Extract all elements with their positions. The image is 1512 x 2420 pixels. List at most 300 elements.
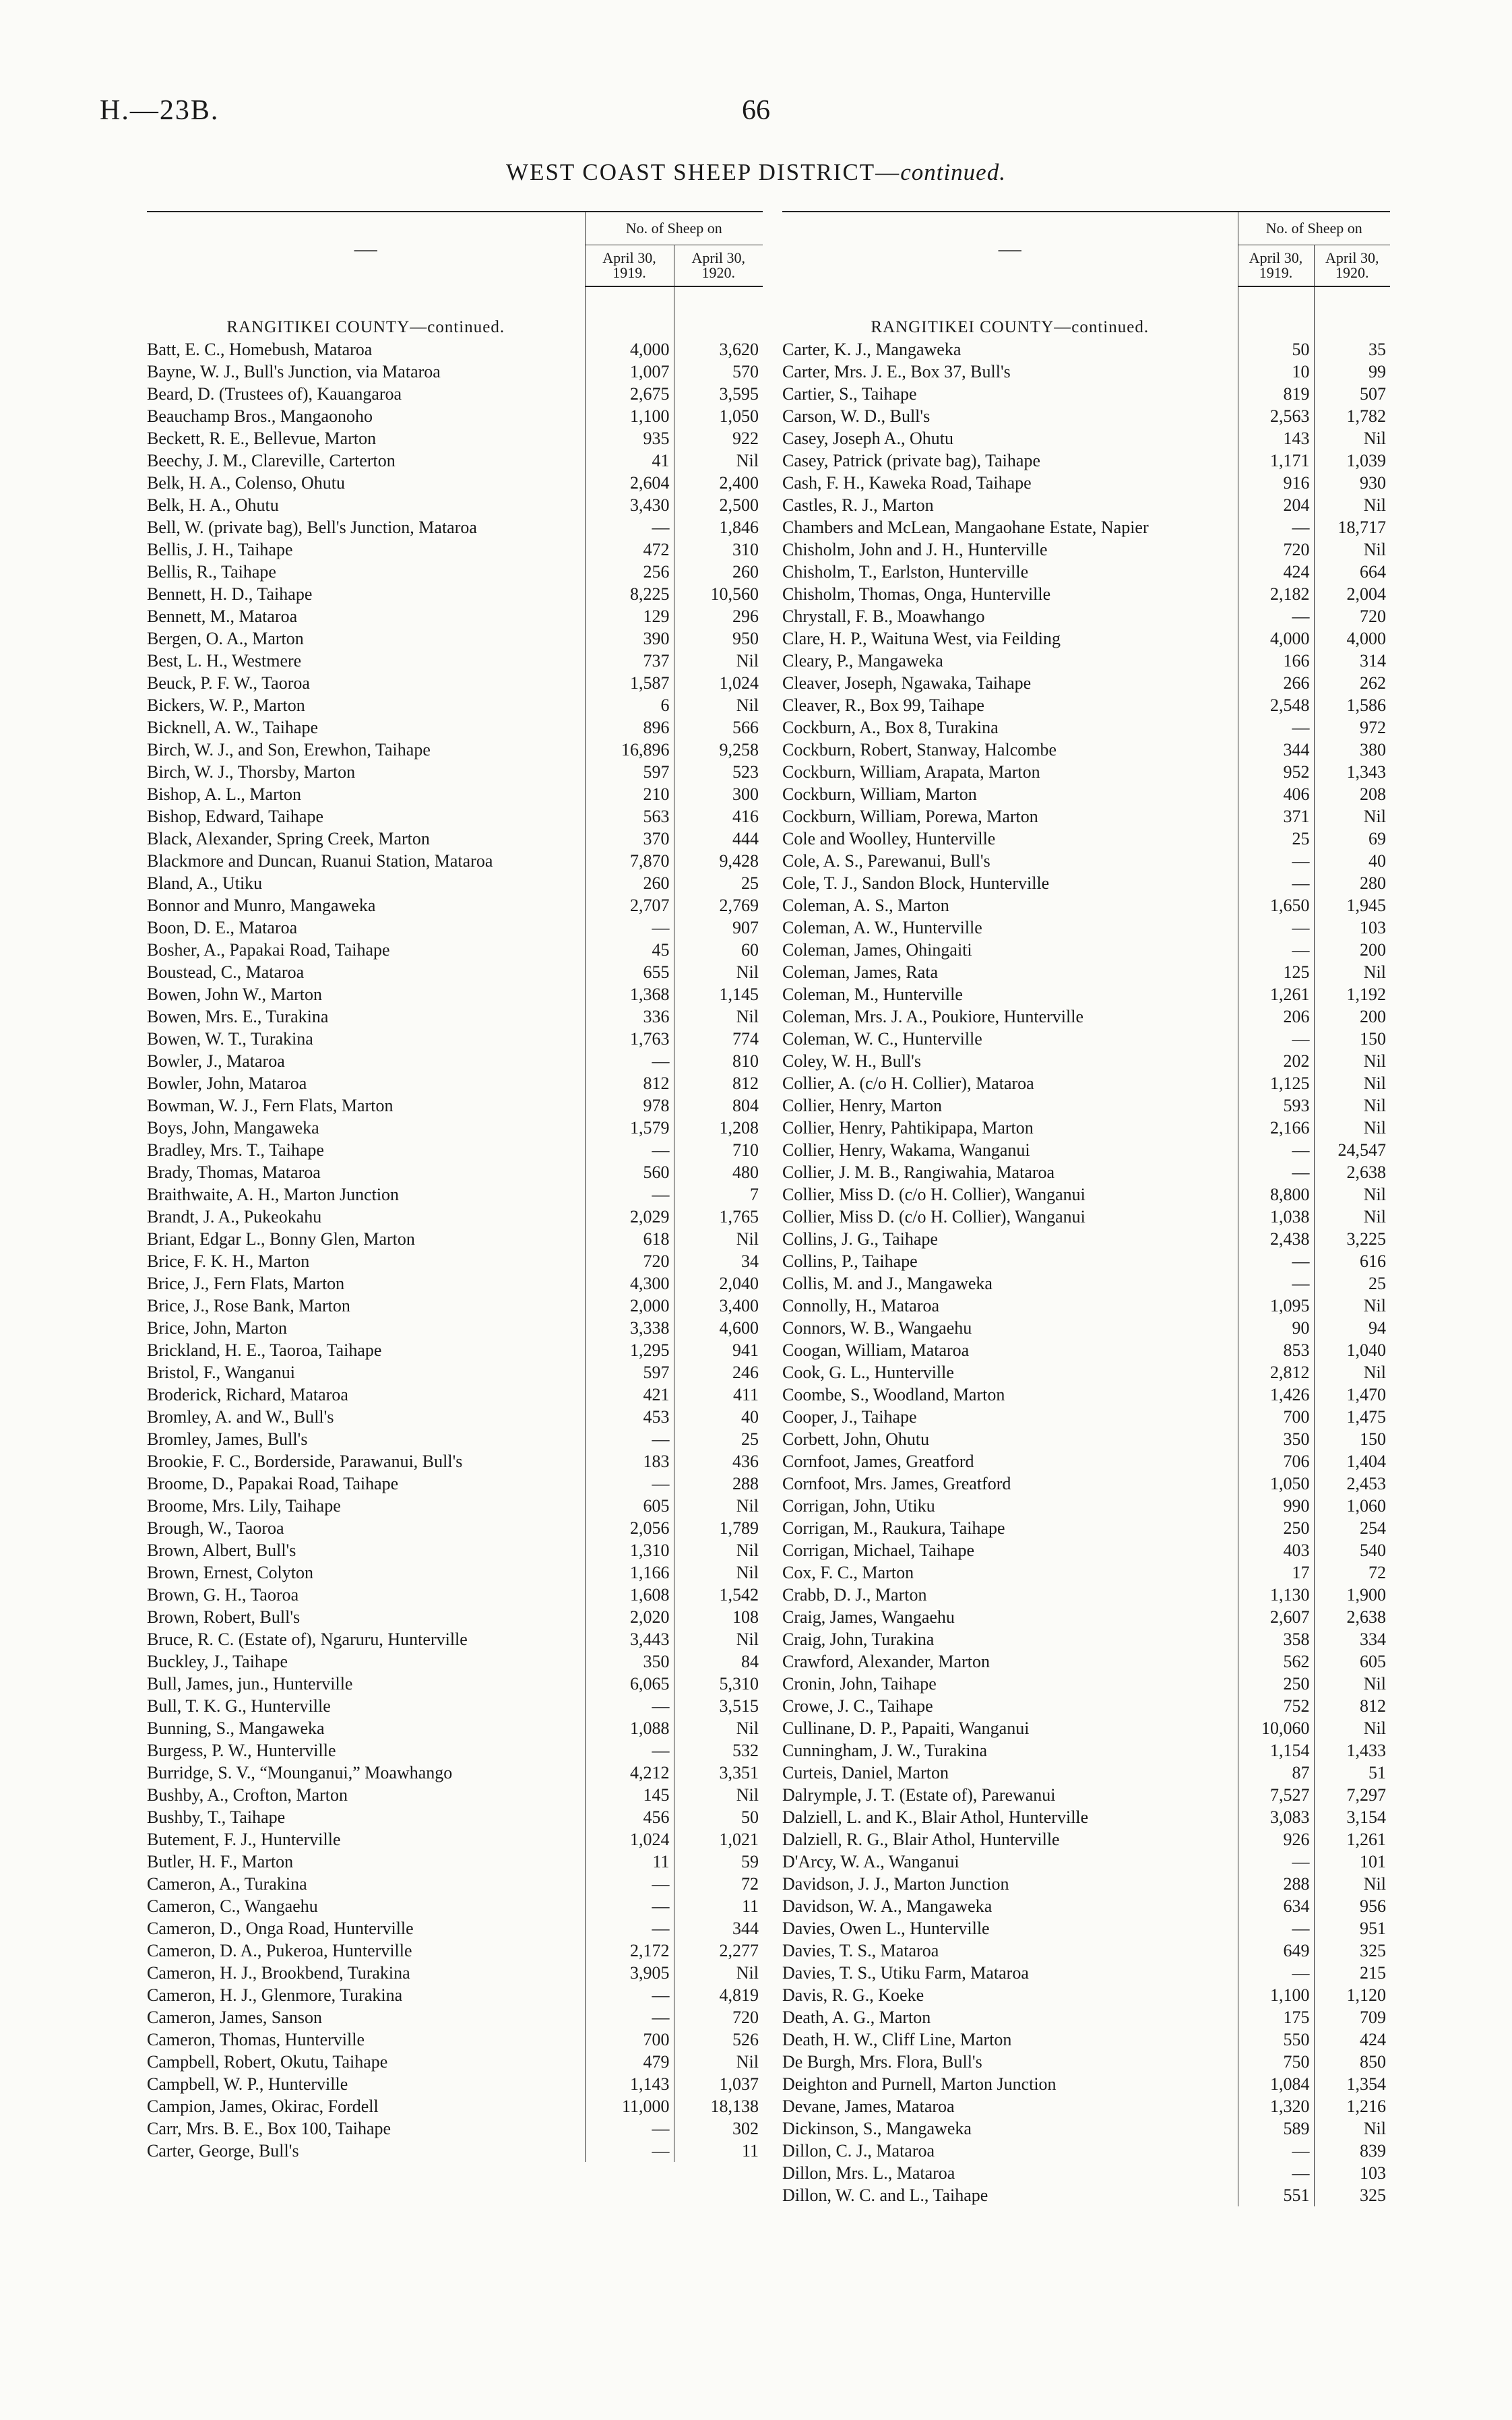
- sheep-count-1920: 9,428: [674, 850, 763, 872]
- holder-name: Dickinson, S., Mangaweka: [782, 2119, 972, 2138]
- sheep-count-1919: 649: [1238, 1940, 1314, 1962]
- holder-name: Casey, Patrick (private bag), Taihape: [782, 451, 1040, 470]
- sheep-count-1919: 1,024: [585, 1828, 674, 1851]
- table-row: [147, 1139, 763, 1161]
- holder-name: Connolly, H., Mataroa: [782, 1296, 939, 1315]
- holder-name: Bromley, James, Bull's: [147, 1429, 308, 1449]
- table-row: [782, 2006, 1390, 2028]
- table-row: [782, 939, 1390, 961]
- left-group-header: No. of Sheep on: [585, 212, 763, 245]
- holder-name: Buckley, J., Taihape: [147, 1652, 288, 1671]
- sheep-count-1919: —: [1238, 1161, 1314, 1183]
- table-row: [147, 1250, 763, 1272]
- holder-name: Cunningham, J. W., Turakina: [782, 1741, 988, 1760]
- table-row: [782, 1228, 1390, 1250]
- table-row: [782, 1739, 1390, 1762]
- sheep-count-1920: Nil: [674, 1962, 763, 1984]
- holder-name: Collins, J. G., Taihape: [782, 1229, 938, 1249]
- sheep-count-1919: 453: [585, 1406, 674, 1428]
- table-row: [782, 650, 1390, 672]
- holder-name: Bushby, T., Taihape: [147, 1807, 286, 1827]
- sheep-count-1919: 7,870: [585, 850, 674, 872]
- sheep-count-1919: 424: [1238, 561, 1314, 583]
- sheep-count-1919: 819: [1238, 383, 1314, 405]
- sheep-count-1919: —: [1238, 939, 1314, 961]
- sheep-count-1920: 570: [674, 361, 763, 383]
- table-row: [782, 405, 1390, 427]
- sheep-count-1919: —: [585, 1472, 674, 1495]
- table-row: [782, 1117, 1390, 1139]
- right-col-1919-header: April 30, 1919.: [1238, 245, 1314, 287]
- sheep-count-1920: Nil: [1314, 1094, 1390, 1117]
- holder-name: Bull, James, jun., Hunterville: [147, 1674, 353, 1694]
- table-row: [147, 672, 763, 694]
- holder-name: Corbett, John, Ohutu: [782, 1429, 930, 1449]
- sheep-count-1919: —: [1238, 850, 1314, 872]
- table-row: [782, 716, 1390, 739]
- sheep-count-1919: 896: [585, 716, 674, 739]
- holder-name: Cleaver, R., Box 99, Taihape: [782, 695, 984, 715]
- sheep-count-1920: Nil: [1314, 494, 1390, 516]
- sheep-count-1919: 183: [585, 1450, 674, 1472]
- holder-name: Blackmore and Duncan, Ruanui Station, Mataroa: [147, 851, 493, 871]
- sheep-count-1919: 11,000: [585, 2095, 674, 2117]
- sheep-count-1919: 1,763: [585, 1028, 674, 1050]
- sheep-count-1920: 2,277: [674, 1940, 763, 1962]
- holder-name: Bergen, O. A., Marton: [147, 629, 304, 648]
- sheep-count-1919: —: [1238, 872, 1314, 894]
- table-row: [782, 961, 1390, 983]
- sheep-count-1920: 709: [1314, 2006, 1390, 2028]
- sheep-count-1920: 84: [674, 1650, 763, 1673]
- sheep-count-1920: 325: [1314, 2184, 1390, 2206]
- table-row: [147, 405, 763, 427]
- table-row: [782, 1650, 1390, 1673]
- left-section-heading: RANGITIKEI COUNTY—continued.: [226, 318, 505, 336]
- holder-name: Black, Alexander, Spring Creek, Marton: [147, 829, 430, 848]
- holder-name: Cameron, A., Turakina: [147, 1874, 307, 1894]
- table-row: [147, 805, 763, 828]
- table-row: [782, 383, 1390, 405]
- right-name-header: —: [782, 212, 1238, 286]
- holder-name: Cox, F. C., Marton: [782, 1563, 914, 1582]
- right-col-1920-header: April 30, 1920.: [1314, 245, 1390, 287]
- sheep-count-1920: 1,261: [1314, 1828, 1390, 1851]
- sheep-count-1919: 175: [1238, 2006, 1314, 2028]
- table-row: [147, 2140, 763, 2162]
- sheep-count-1920: 25: [674, 872, 763, 894]
- sheep-count-1920: 1,542: [674, 1584, 763, 1606]
- sheep-count-1919: 700: [585, 2028, 674, 2051]
- holder-name: Bowman, W. J., Fern Flats, Marton: [147, 1096, 393, 1115]
- sheep-count-1920: Nil: [674, 1228, 763, 1250]
- holder-name: Collier, Henry, Marton: [782, 1096, 942, 1115]
- sheep-count-1919: 589: [1238, 2117, 1314, 2140]
- sheep-count-1919: 1,130: [1238, 1584, 1314, 1606]
- sheep-count-1920: 280: [1314, 872, 1390, 894]
- table-row: [147, 783, 763, 805]
- table-row: [147, 1739, 763, 1762]
- sheep-count-1920: 850: [1314, 2051, 1390, 2073]
- sheep-count-1920: 2,769: [674, 894, 763, 917]
- sheep-count-1919: —: [585, 516, 674, 538]
- holder-name: Connors, W. B., Wangaehu: [782, 1318, 972, 1338]
- sheep-count-1919: 206: [1238, 1005, 1314, 1028]
- holder-name: Bowen, W. T., Turakina: [147, 1029, 313, 1049]
- sheep-count-1919: 2,182: [1238, 583, 1314, 605]
- sheep-count-1920: 260: [674, 561, 763, 583]
- sheep-count-1920: 424: [1314, 2028, 1390, 2051]
- table-row: [782, 1072, 1390, 1094]
- table-row: [147, 338, 763, 361]
- sheep-count-1919: —: [1238, 1272, 1314, 1295]
- sheep-count-1920: 566: [674, 716, 763, 739]
- sheep-count-1919: 45: [585, 939, 674, 961]
- sheep-count-1919: 50: [1238, 338, 1314, 361]
- sheep-count-1919: 87: [1238, 1762, 1314, 1784]
- holder-name: Crabb, D. J., Marton: [782, 1585, 927, 1605]
- sheep-count-1919: 550: [1238, 2028, 1314, 2051]
- sheep-count-1920: 526: [674, 2028, 763, 2051]
- table-row: [147, 1495, 763, 1517]
- sheep-count-1919: 90: [1238, 1317, 1314, 1339]
- table-row: [147, 1228, 763, 1250]
- sheep-count-1920: 3,351: [674, 1762, 763, 1784]
- sheep-count-1919: 6,065: [585, 1673, 674, 1695]
- table-row: [782, 2184, 1390, 2206]
- table-row: [782, 739, 1390, 761]
- holder-name: Beauchamp Bros., Mangaonoho: [147, 406, 373, 426]
- sheep-count-1919: 41: [585, 449, 674, 472]
- sheep-count-1920: 1,024: [674, 672, 763, 694]
- holder-name: Cleary, P., Mangaweka: [782, 651, 943, 671]
- holder-name: Beechy, J. M., Clareville, Carterton: [147, 451, 396, 470]
- holder-name: Deighton and Purnell, Marton Junction: [782, 2074, 1057, 2094]
- holder-name: Coleman, M., Hunterville: [782, 985, 963, 1004]
- holder-name: Cameron, D., Onga Road, Hunterville: [147, 1919, 414, 1938]
- sheep-count-1919: 952: [1238, 761, 1314, 783]
- sheep-count-1919: —: [1238, 605, 1314, 627]
- holder-name: Butler, H. F., Marton: [147, 1852, 294, 1871]
- sheep-count-1920: Nil: [1314, 1717, 1390, 1739]
- table-row: [147, 917, 763, 939]
- table-row: [147, 650, 763, 672]
- sheep-count-1919: 1,171: [1238, 449, 1314, 472]
- holder-name: Brown, Ernest, Colyton: [147, 1563, 313, 1582]
- holder-name: Bell, W. (private bag), Bell's Junction, Mataroa: [147, 518, 477, 537]
- sheep-count-1919: 125: [1238, 961, 1314, 983]
- table-row: [147, 983, 763, 1005]
- holder-name: Davies, Owen L., Hunterville: [782, 1919, 990, 1938]
- sheep-count-1920: 605: [1314, 1650, 1390, 1673]
- table-row: [782, 805, 1390, 828]
- sheep-count-1919: 6: [585, 694, 674, 716]
- sheep-count-1920: Nil: [674, 2051, 763, 2073]
- holder-name: Chisholm, Thomas, Onga, Hunterville: [782, 584, 1051, 604]
- sheep-count-1920: 3,515: [674, 1695, 763, 1717]
- sheep-count-1919: 11: [585, 1851, 674, 1873]
- table-row: [782, 2140, 1390, 2162]
- holder-name: Craig, John, Turakina: [782, 1630, 935, 1649]
- table-row: [782, 1272, 1390, 1295]
- holder-name: Bickers, W. P., Marton: [147, 695, 305, 715]
- table-row: [147, 1717, 763, 1739]
- holder-name: Brice, J., Fern Flats, Marton: [147, 1274, 345, 1293]
- sheep-count-1919: —: [1238, 1917, 1314, 1940]
- sheep-count-1919: 2,020: [585, 1606, 674, 1628]
- sheep-count-1920: 444: [674, 828, 763, 850]
- sheep-count-1919: 2,812: [1238, 1361, 1314, 1384]
- sheep-count-1920: 325: [1314, 1940, 1390, 1962]
- table-row: [147, 1317, 763, 1339]
- table-row: [147, 1828, 763, 1851]
- sheep-count-1920: 3,154: [1314, 1806, 1390, 1828]
- holder-name: Burridge, S. V., “Mounganui,” Moawhango: [147, 1763, 453, 1782]
- sheep-count-1920: 150: [1314, 1028, 1390, 1050]
- sheep-count-1919: 25: [1238, 828, 1314, 850]
- table-row: [147, 605, 763, 627]
- table-row: [147, 2073, 763, 2095]
- table-row: [147, 1517, 763, 1539]
- sheep-count-1919: 926: [1238, 1828, 1314, 1851]
- holder-name: Cameron, C., Wangaehu: [147, 1896, 318, 1916]
- sheep-count-1920: 907: [674, 917, 763, 939]
- holder-name: Burgess, P. W., Hunterville: [147, 1741, 336, 1760]
- sheep-count-1920: 1,945: [1314, 894, 1390, 917]
- holder-name: Coley, W. H., Bull's: [782, 1051, 921, 1071]
- sheep-count-1919: 16,896: [585, 739, 674, 761]
- holder-name: Coleman, James, Rata: [782, 962, 939, 982]
- sheep-count-1919: —: [585, 1050, 674, 1072]
- sheep-count-1920: Nil: [1314, 1295, 1390, 1317]
- table-row: [147, 583, 763, 605]
- sheep-count-1919: 3,338: [585, 1317, 674, 1339]
- table-row: [782, 1094, 1390, 1117]
- table-row: [147, 1161, 763, 1183]
- sheep-count-1919: —: [1238, 1250, 1314, 1272]
- table-row: [147, 1940, 763, 1962]
- document-reference: H.—23B.: [100, 95, 220, 126]
- table-row: [782, 694, 1390, 716]
- sheep-count-1920: 1,782: [1314, 405, 1390, 427]
- sheep-count-1920: 94: [1314, 1317, 1390, 1339]
- sheep-count-1920: 1,060: [1314, 1495, 1390, 1517]
- sheep-count-1919: —: [1238, 716, 1314, 739]
- sheep-count-1919: 202: [1238, 1050, 1314, 1072]
- page-number: 66: [742, 95, 770, 126]
- holder-name: Best, L. H., Westmere: [147, 651, 302, 671]
- holder-name: Coleman, James, Ohingaiti: [782, 940, 972, 960]
- table-row: [147, 427, 763, 449]
- sheep-count-1919: 2,056: [585, 1517, 674, 1539]
- sheep-count-1920: 2,040: [674, 1272, 763, 1295]
- table-row: [147, 1695, 763, 1717]
- sheep-count-1919: 456: [585, 1806, 674, 1828]
- holder-name: Bosher, A., Papakai Road, Taihape: [147, 940, 390, 960]
- sheep-count-1920: 664: [1314, 561, 1390, 583]
- table-row: [147, 1272, 763, 1295]
- holder-name: Cameron, H. J., Brookbend, Turakina: [147, 1963, 410, 1983]
- sheep-count-1920: 812: [1314, 1695, 1390, 1717]
- holder-name: Collins, P., Taihape: [782, 1251, 918, 1271]
- sheep-count-1920: 69: [1314, 828, 1390, 850]
- holder-name: Broome, Mrs. Lily, Taihape: [147, 1496, 341, 1516]
- sheep-count-1919: —: [585, 1183, 674, 1206]
- table-row: [782, 1851, 1390, 1873]
- right-section-heading: RANGITIKEI COUNTY—continued.: [871, 318, 1149, 336]
- table-row: [782, 494, 1390, 516]
- sheep-count-1919: 250: [1238, 1673, 1314, 1695]
- sheep-count-1920: 1,765: [674, 1206, 763, 1228]
- sheep-count-1920: 950: [674, 627, 763, 650]
- sheep-count-1920: Nil: [674, 449, 763, 472]
- sheep-count-1920: 2,638: [1314, 1606, 1390, 1628]
- table-row: [147, 538, 763, 561]
- sheep-count-1920: 101: [1314, 1851, 1390, 1873]
- holder-name: Dillon, Mrs. L., Mataroa: [782, 2163, 955, 2183]
- sheep-count-1919: 344: [1238, 739, 1314, 761]
- sheep-count-1919: 1,587: [585, 672, 674, 694]
- table-row: [782, 1917, 1390, 1940]
- table-row: [147, 383, 763, 405]
- holder-name: Collier, A. (c/o H. Collier), Mataroa: [782, 1074, 1034, 1093]
- sheep-count-1920: 108: [674, 1606, 763, 1628]
- holder-name: Cockburn, Robert, Stanway, Halcombe: [782, 740, 1057, 759]
- table-row: [147, 627, 763, 650]
- holder-name: Collier, Miss D. (c/o H. Collier), Wanganui: [782, 1207, 1085, 1227]
- sheep-count-1920: Nil: [674, 1717, 763, 1739]
- holder-name: Cameron, D. A., Pukeroa, Hunterville: [147, 1941, 412, 1960]
- holder-name: Campion, James, Okirac, Fordell: [147, 2097, 379, 2116]
- table-row: [782, 1428, 1390, 1450]
- sheep-count-1919: 853: [1238, 1339, 1314, 1361]
- holder-name: Boys, John, Mangaweka: [147, 1118, 319, 1138]
- sheep-count-1919: 597: [585, 1361, 674, 1384]
- sheep-count-1919: 1,261: [1238, 983, 1314, 1005]
- holder-name: Carson, W. D., Bull's: [782, 406, 931, 426]
- holder-name: Collier, Miss D. (c/o H. Collier), Wanganui: [782, 1185, 1085, 1204]
- sheep-count-1919: 358: [1238, 1628, 1314, 1650]
- sheep-count-1919: 7,527: [1238, 1784, 1314, 1806]
- sheep-count-1919: 129: [585, 605, 674, 627]
- sheep-count-1919: 706: [1238, 1450, 1314, 1472]
- holder-name: Bonnor and Munro, Mangaweka: [147, 896, 376, 915]
- sheep-count-1920: 103: [1314, 917, 1390, 939]
- sheep-count-1920: 1,050: [674, 405, 763, 427]
- sheep-count-1920: 24,547: [1314, 1139, 1390, 1161]
- sheep-count-1920: Nil: [1314, 2117, 1390, 2140]
- table-row: [147, 1673, 763, 1695]
- sheep-count-1919: 1,320: [1238, 2095, 1314, 2117]
- holder-name: D'Arcy, W. A., Wanganui: [782, 1852, 959, 1871]
- holder-name: Beard, D. (Trustees of), Kauangaroa: [147, 384, 402, 404]
- table-row: [782, 1005, 1390, 1028]
- holder-name: Campbell, W. P., Hunterville: [147, 2074, 348, 2094]
- holder-name: Cronin, John, Taihape: [782, 1674, 937, 1694]
- holder-name: Birch, W. J., and Son, Erewhon, Taihape: [147, 740, 431, 759]
- sheep-count-1920: 1,789: [674, 1517, 763, 1539]
- holder-name: Cameron, Thomas, Hunterville: [147, 2030, 365, 2049]
- sheep-count-1920: 1,040: [1314, 1339, 1390, 1361]
- table-row: [147, 561, 763, 583]
- table-row: [782, 1784, 1390, 1806]
- holder-name: Brice, J., Rose Bank, Marton: [147, 1296, 350, 1315]
- sheep-count-1919: 2,707: [585, 894, 674, 917]
- sheep-count-1919: 3,905: [585, 1962, 674, 1984]
- sheep-count-1920: 1,192: [1314, 983, 1390, 1005]
- holder-name: Cockburn, William, Marton: [782, 784, 977, 804]
- sheep-count-1919: 737: [585, 650, 674, 672]
- holder-name: Dillon, C. J., Mataroa: [782, 2141, 935, 2161]
- table-row: [782, 1606, 1390, 1628]
- holder-name: Collier, Henry, Wakama, Wanganui: [782, 1140, 1030, 1160]
- holder-name: Coleman, Mrs. J. A., Poukiore, Hunterville: [782, 1007, 1084, 1026]
- sheep-count-1919: 370: [585, 828, 674, 850]
- sheep-count-1920: Nil: [1314, 1183, 1390, 1206]
- sheep-count-1919: 17: [1238, 1561, 1314, 1584]
- sheep-count-1920: 51: [1314, 1762, 1390, 1784]
- sheep-count-1920: 1,433: [1314, 1739, 1390, 1762]
- table-row: [147, 1472, 763, 1495]
- table-row: [147, 1005, 763, 1028]
- sheep-count-1919: 4,300: [585, 1272, 674, 1295]
- sheep-count-1920: 99: [1314, 361, 1390, 383]
- holder-name: Dalziell, L. and K., Blair Athol, Hunterville: [782, 1807, 1089, 1827]
- table-row: [782, 1384, 1390, 1406]
- holder-name: Cole and Woolley, Hunterville: [782, 829, 996, 848]
- sheep-count-1920: 720: [1314, 605, 1390, 627]
- sheep-count-1919: 350: [1238, 1428, 1314, 1450]
- left-col-1920-header: April 30, 1920.: [674, 245, 763, 287]
- sheep-count-1920: 930: [1314, 472, 1390, 494]
- sheep-count-1919: 3,443: [585, 1628, 674, 1650]
- table-row: [782, 1673, 1390, 1695]
- holder-name: Cockburn, William, Porewa, Marton: [782, 807, 1038, 826]
- table-row: [782, 1962, 1390, 1984]
- holder-name: Belk, H. A., Ohutu: [147, 495, 279, 515]
- table-row: [147, 2006, 763, 2028]
- table-row: [782, 1450, 1390, 1472]
- table-row: [782, 516, 1390, 538]
- table-row: [147, 2095, 763, 2117]
- sheep-count-1920: 59: [674, 1851, 763, 1873]
- table-row: [782, 1406, 1390, 1428]
- holder-name: Dalrymple, J. T. (Estate of), Parewanui: [782, 1785, 1056, 1805]
- table-row: [782, 2162, 1390, 2184]
- sheep-count-1920: 1,039: [1314, 449, 1390, 472]
- table-row: [782, 1472, 1390, 1495]
- holder-name: Bowler, John, Mataroa: [147, 1074, 307, 1093]
- table-row: [147, 472, 763, 494]
- sheep-count-1920: 436: [674, 1450, 763, 1472]
- holder-name: Campbell, Robert, Okutu, Taihape: [147, 2052, 388, 2072]
- holder-name: Corrigan, M., Raukura, Taihape: [782, 1518, 1005, 1538]
- sheep-count-1920: 34: [674, 1250, 763, 1272]
- sheep-count-1919: —: [585, 2006, 674, 2028]
- sheep-count-1920: 60: [674, 939, 763, 961]
- sheep-count-1919: 260: [585, 872, 674, 894]
- sheep-count-1920: 540: [1314, 1539, 1390, 1561]
- table-row: [147, 1361, 763, 1384]
- holder-name: Dalziell, R. G., Blair Athol, Hunterville: [782, 1830, 1060, 1849]
- holder-name: Brown, Albert, Bull's: [147, 1541, 296, 1560]
- sheep-count-1920: Nil: [1314, 1361, 1390, 1384]
- table-row: [147, 872, 763, 894]
- holder-name: Death, H. W., Cliff Line, Marton: [782, 2030, 1012, 2049]
- table-row: [147, 1962, 763, 1984]
- table-row: [782, 2095, 1390, 2117]
- holder-name: Corrigan, Michael, Taihape: [782, 1541, 975, 1560]
